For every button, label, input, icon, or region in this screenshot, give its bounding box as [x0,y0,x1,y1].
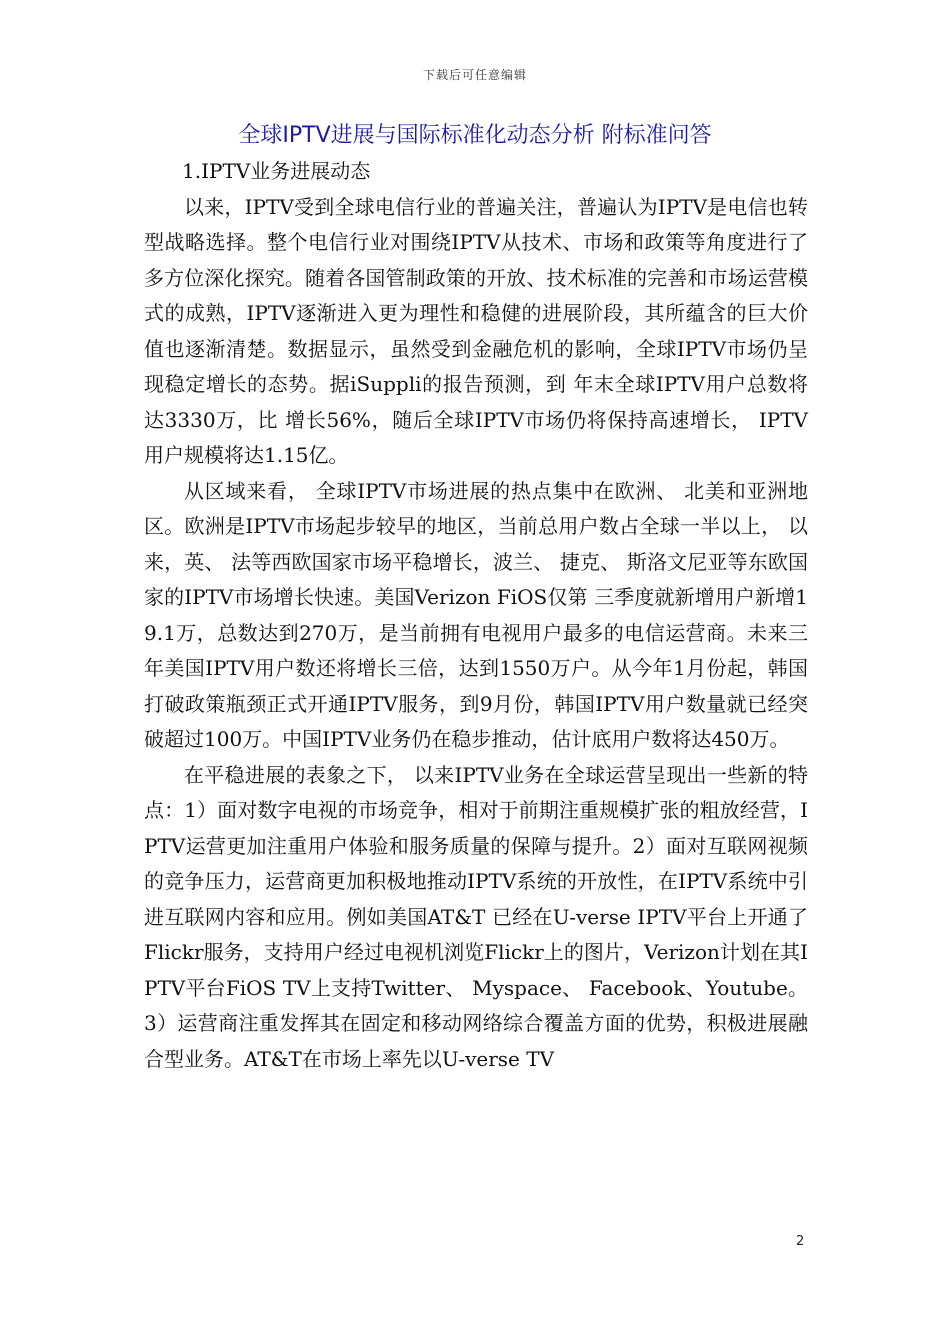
section-heading: 1.IPTV业务进展动态 [182,159,371,183]
document-title: 全球IPTV进展与国际标准化动态分析 附标准问答 [238,123,712,148]
paragraph: 从区域来看， 全球IPTV市场进展的热点集中在欧洲、 北美和亚洲地区。欧洲是IPTV市场起步较早的地区，当前总用户数占全球一半以上， 以来，英、 法等西欧国家市场平稳增长，波兰、 捷克、 斯洛文尼亚等东欧国家的IPTV市场增长快速。美国Verizon FiOS仅第 三季度就新增用户新增19.1万，总数达到270万，是当前拥有电视用户最多的电信运营商。未来三年美国IPTV用户数还将增长三倍，达到1550万户。从今年1月份起，韩国打破政策瓶颈正式开通IPTV服务，到9月份，韩国IPTV用户数量就已经突破超过100万。中国IPTV业务仍在稳步推动，估计底用户数将达450万。 [144,478,808,751]
paragraph: 在平稳进展的表象之下， 以来IPTV业务在全球运营呈现出一些新的特点：1）面对数字电视的市场竞争，相对于前期注重规模扩张的粗放经营，IPTV运营更加注重用户体验和服务质量的保障与提升。2）面对互联网视频的竞争压力，运营商更加积极地推动IPTV系统的开放性，在IPTV系统中引进互联网内容和应用。例如美国AT&T 已经在U-verse IPTV平台上开通了Flickr服务，支持用户经过电视机浏览Flickr上的图片，Verizon计划在其IPTV平台FiOS TV上支持Twitter、 Myspace、 Facebook、Youtube。3）运营商注重发挥其在固定和移动网络综合覆盖方面的优势，积极进展融合型业务。AT&T在市场上率先以U-verse TV [144,762,808,1071]
paragraph: 以来，IPTV受到全球电信行业的普遍关注，普遍认为IPTV是电信也转型战略选择。整个电信行业对围绕IPTV从技术、市场和政策等角度进行了多方位深化探究。随着各国管制政策的开放、技术标准的完善和市场运营模式的成熟，IPTV逐渐进入更为理性和稳健的进展阶段，其所蕴含的巨大价值也逐渐清楚。数据显示，虽然受到金融危机的影响，全球IPTV市场仍呈现稳定增长的态势。据iSuppli的报告预测，到 年末全球IPTV用户总数将达3330万，比 增长56%，随后全球IPTV市场仍将保持高速增长， IPTV用户规模将达1.15亿。 [144,194,808,467]
header-note: 下载后可任意编辑 [422,68,527,82]
page-number: 2 [796,1234,805,1249]
document-body [144,154,808,1077]
